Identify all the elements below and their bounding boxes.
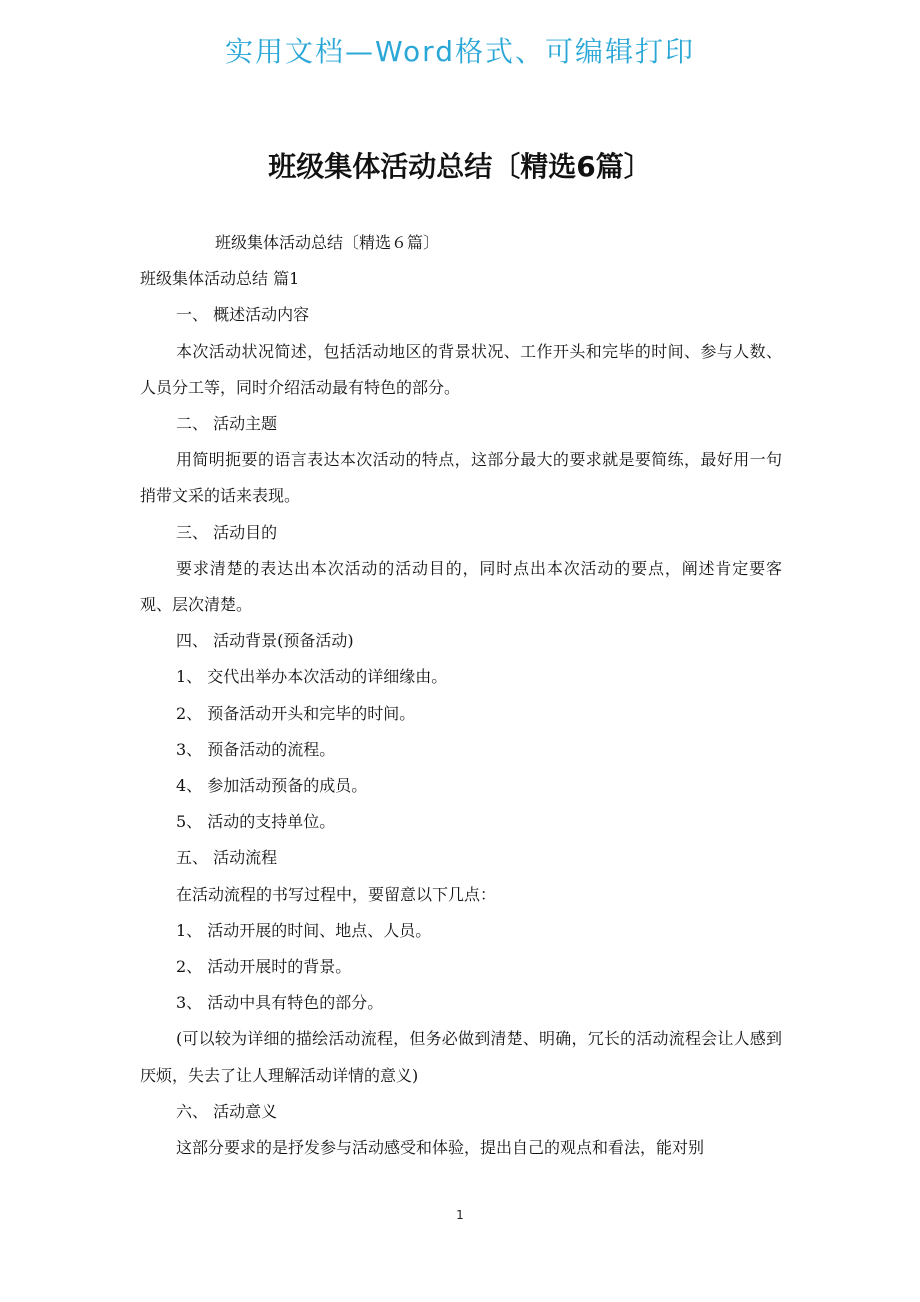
section-heading-theme: 二、 活动主题: [176, 414, 278, 434]
list-item: 1、 交代出举办本次活动的详细缘由。: [176, 667, 448, 687]
page-number: 1: [456, 1208, 464, 1222]
section-text-overview: 本次活动状况简述，包括活动地区的背景状况、工作开头和完毕的时间、参与人数、人员分工等，同时介绍活动最有特色的部分。: [140, 341, 782, 397]
section-text-purpose: 要求清楚的表达出本次活动的活动目的，同时点出本次活动的要点，阐述肯定要客观、层次清楚。: [140, 558, 782, 615]
section-intro-process: 在活动流程的书写过程中，要留意以下几点：: [176, 884, 497, 904]
list-item: 5、 活动的支持单位。: [176, 812, 336, 832]
section-text-theme: 用简明扼要的语言表达本次活动的特点，这部分最大的要求就是要简练，最好用一句捎带文采的话来表现。: [140, 450, 782, 506]
section-heading-process: 五、 活动流程: [176, 848, 278, 868]
document-body: [140, 225, 782, 1166]
list-item: 2、 活动开展时的背景。: [176, 957, 352, 977]
section-heading-significance: 六、 活动意义: [176, 1101, 278, 1121]
section-heading-purpose: 三、 活动目的: [176, 522, 278, 542]
piece-heading: 班级集体活动总结 篇1: [140, 269, 300, 289]
section-note-process: (可以较为详细的描绘活动流程，但务必做到清楚、明确，冗长的活动流程会让人感到厌烦，失去了让人理解活动详情的意义): [140, 1029, 782, 1085]
list-item: 3、 活动中具有特色的部分。: [176, 993, 384, 1013]
document-subtitle: 班级集体活动总结〔精选６篇〕: [215, 233, 440, 252]
list-item: 1、 活动开展的时间、地点、人员。: [176, 920, 432, 940]
section-heading-background: 四、 活动背景(预备活动): [176, 631, 354, 651]
section-heading-overview: 一、 概述活动内容: [176, 305, 310, 325]
list-item: 3、 预备活动的流程。: [176, 739, 336, 759]
document-title: 班级集体活动总结〔精选6篇〕: [268, 150, 652, 183]
list-item: 2、 预备活动开头和完毕的时间。: [176, 703, 416, 723]
document-banner: 实用文档—Word格式、可编辑打印: [225, 35, 695, 68]
section-text-significance: 这部分要求的是抒发参与活动感受和体验，提出自己的观点和看法，能对别: [176, 1138, 705, 1158]
list-item: 4、 参加活动预备的成员。: [176, 776, 368, 796]
